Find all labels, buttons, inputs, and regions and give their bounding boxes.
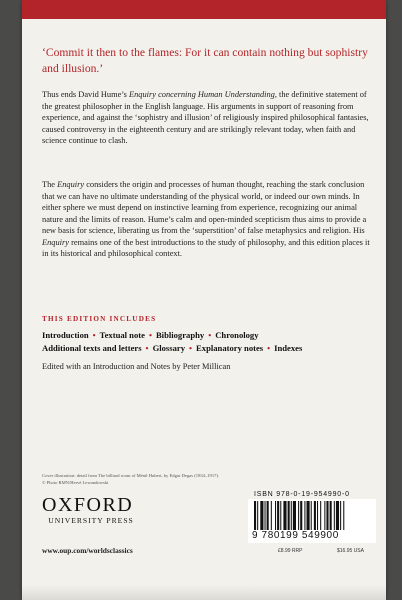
editor-credit: Edited with an Introduction and Notes by Peter Millican: [42, 362, 231, 371]
include-item: Explanatory notes: [196, 343, 264, 353]
publisher-name: OXFORD: [42, 494, 134, 516]
credit-line-2: © Photo RMN/Hervé Lewandowski: [42, 480, 109, 485]
include-item: Introduction: [42, 330, 89, 340]
barcode-bar: [280, 501, 281, 530]
p1-text-end: , the definitive statement of the greatest philosopher in the English language. His arguments in support of reasoning from experience, and against the ‘sophistry and illusion’ of religiously inspired philosophical fantasies, caused controversy in the eighteenth century and are strikingly relevant today, when faith and science continue to clash.: [42, 90, 369, 145]
bullet-separator: •: [208, 330, 212, 340]
barcode-bar: [320, 501, 321, 530]
p2-text-start: The: [42, 180, 58, 189]
credit-line-1: Cover illustration: detail from The billiard room of Ménil Hubert, by Edgar Degas (1834–1917).: [42, 473, 220, 478]
include-item: Textual note: [99, 330, 145, 340]
barcode-bar: [257, 501, 258, 530]
bullet-separator: •: [92, 330, 96, 340]
barcode-bar: [277, 501, 279, 530]
include-item: Bibliography: [155, 330, 205, 340]
bullet-separator: •: [145, 343, 149, 353]
book-back-cover: [22, 0, 386, 600]
p2-book-title-2: Enquiry: [42, 237, 69, 247]
publisher-subtitle: UNIVERSITY PRESS: [48, 516, 134, 525]
barcode-bar: [307, 501, 310, 530]
barcode-bar: [343, 501, 344, 530]
includes-row-2: [42, 343, 382, 353]
barcode-bar: [314, 501, 316, 530]
barcode-bar: [324, 501, 325, 530]
price-us: $16.95 USA: [337, 548, 364, 554]
description-paragraph-2: [42, 179, 372, 260]
include-item: Indexes: [274, 343, 303, 353]
barcode-bars: [248, 499, 376, 531]
barcode-bar: [291, 501, 292, 530]
includes-row-1: [42, 330, 382, 340]
barcode-number: 9 780199 549900: [248, 530, 376, 541]
p2-text-middle: considers the origin and processes of human thought, reaching the stark conclusion that we can have no ultimate understanding of the physical world, or indeed our own minds. In either sphere we must depend on instinctive learning from experience, recognizing our animal nature and the limits of reason. Hume’s calm and open-minded scepticism thus aims to provide a new basis for science, liberating us from the ‘superstition’ of false metaphysics and religion. His: [42, 180, 367, 235]
barcode-bar: [265, 501, 266, 530]
barcode-bar: [293, 501, 296, 530]
barcode-bar: [267, 501, 269, 530]
barcode-bar: [326, 501, 328, 530]
barcode-bar: [260, 501, 263, 530]
p2-book-title: Enquiry: [57, 180, 85, 189]
barcode-bar: [298, 501, 299, 530]
barcode-bar: [330, 501, 332, 530]
bullet-separator: •: [148, 330, 152, 340]
barcode-bar: [275, 501, 276, 530]
edition-includes-heading: THIS EDITION INCLUDES: [42, 315, 157, 323]
bullet-separator: •: [189, 343, 193, 353]
red-top-band: [22, 0, 386, 19]
barcode-bar: [283, 501, 286, 530]
isbn-number: ISBN 978-0-19-954990-0: [254, 491, 350, 498]
barcode-bar: [288, 501, 290, 530]
barcode-bar: [304, 501, 305, 530]
p2-text-end: remains one of the best introductions to the study of philosophy, and this edition places it in its historical and philosophical context.: [42, 237, 370, 258]
description-paragraph-1: [42, 89, 372, 147]
bullet-separator: •: [267, 343, 271, 353]
include-item: Chronology: [215, 330, 259, 340]
barcode-bar: [340, 501, 341, 530]
barcode-bar: [300, 501, 302, 530]
cover-illustration-credit: [42, 472, 342, 486]
barcode-bar: [271, 501, 272, 530]
p1-book-title: Enquiry concerning Human Understanding: [129, 90, 275, 99]
include-item: Glossary: [152, 343, 186, 353]
price-uk: £8.99 RRP: [278, 548, 303, 554]
publisher-logo: [42, 494, 162, 525]
barcode-bar: [317, 501, 318, 530]
pull-quote: ‘Commit it then to the flames: For it can contain nothing but sophistry and illusion.’: [42, 46, 368, 75]
include-item: Additional texts and letters: [42, 343, 142, 353]
barcode-bar: [254, 501, 256, 530]
barcode-bar: [336, 501, 339, 530]
p1-text-start: Thus ends David Hume’s: [42, 90, 129, 99]
barcode-bar: [334, 501, 335, 530]
barcode-bar: [311, 501, 312, 530]
publisher-url: www.oup.com/worldsclassics: [42, 546, 133, 555]
